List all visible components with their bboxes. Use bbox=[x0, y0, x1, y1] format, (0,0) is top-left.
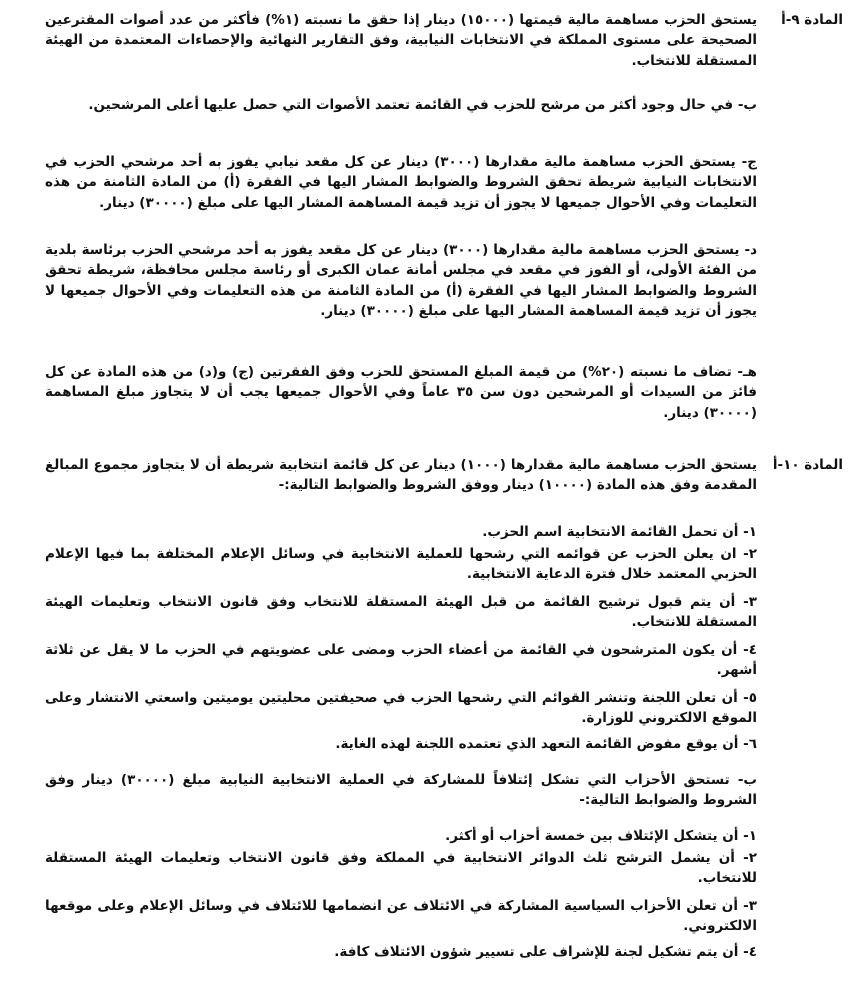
article-10-a-item-1: ١- أن تحمل القائمة الانتخابية اسم الحزب. bbox=[482, 524, 757, 540]
article-9-paragraph-d: د- يستحق الحزب مساهمة مالية مقدارها (٣٠٠٠) دينار عن كل مقعد يفوز به أحد مرشحي الحزب برئاسة بلدية من الفئة الأولى، أو الفوز في مقعد في مجلس أمانة عمان الكبرى أو رئاسة مجلس محافظة، شريطة تحقق الشروط والضوابط المشار اليها في الفقرة (أ) من المادة الثامنة من هذه التعليمات وفي الأحوال جميعها لا يجوز أن تزيد قيمة المساهمة المشار اليها على مبلغ (٣٠٠٠٠) دينار. bbox=[45, 242, 758, 319]
article-9-label: المادة ٩-أ bbox=[781, 12, 843, 28]
article-10-b-item-2: ٢- أن يشمل الترشح ثلث الدوائر الانتخابية في المملكة وفق قانون الانتخاب وتعليمات الهيئة المستقلة للانتخاب. bbox=[45, 850, 757, 887]
article-9-paragraph-c: ج- يستحق الحزب مساهمة مالية مقدارها (٣٠٠٠) دينار عن كل مقعد نيابي يفوز به أحد مرشحي الحزب في الانتخابات النيابية شريطة تحقق الشروط والضوابط المشار اليها في الفقرة (أ) من المادة الثامنة من هذه التعليمات وفي الأحوال جميعها لا يجوز أن تزيد قيمة المساهمة المشار اليها على مبلغ (٣٠٠٠٠) دينار. bbox=[45, 154, 757, 211]
article-10-b-item-4: ٤- أن يتم تشكيل لجنة للإشراف على تسيير شؤون الائتلاف كافة. bbox=[334, 944, 757, 960]
article-9-paragraph-a: يستحق الحزب مساهمة مالية قيمتها (١٥٠٠٠) دينار إذا حقق ما نسبته (١%) فأكثر من عدد أصوات المقترعين الصحيحة على مستوى المملكة في الانتخابات النيابية، وفق التقارير النهائية والإحصاءات المعتمدة من الهيئة المستقلة للانتخاب. bbox=[45, 12, 758, 69]
article-10-b-item-1: ١- أن يتشكل الإئتلاف بين خمسة أحزاب أو أكثر. bbox=[445, 828, 757, 844]
paragraph-marker: د- bbox=[744, 242, 758, 258]
article-10-b-item-3: ٣- أن تعلن الأحزاب السياسية المشاركة في الائتلاف عن انضمامها للائتلاف في وسائل الإعلام وعلى موقعها الالكتروني. bbox=[45, 898, 757, 935]
article-10-label: المادة ١٠-أ bbox=[772, 457, 843, 473]
article-10-a-item-3: ٣- أن يتم قبول ترشيح القائمة من قبل الهيئة المستقلة للانتخاب وفق قانون الانتخاب وتعليمات الهيئة المستقلة للانتخاب. bbox=[45, 594, 758, 631]
paragraph-marker: ب- bbox=[737, 772, 757, 788]
article-10-a-item-6: ٦- أن يوقع مفوض القائمة التعهد الذي تعتمده اللجنة لهذه الغاية. bbox=[335, 736, 757, 752]
article-10-paragraph-b: ب- تستحق الأحزاب التي تشكل إئتلافاً للمشاركة في العملية الانتخابية النيابية مبلغ (٣٠٠٠٠) دينار وفق الشروط والضوابط التالية:- bbox=[45, 772, 757, 809]
article-10-a-item-2: ٢- ان يعلن الحزب عن قوائمه التي رشحها للعملية الانتخابية في وسائل الإعلام المختلفة بما فيها الإعلام الحزبي المعتمد خلال فترة الدعاية الانتخابية. bbox=[45, 546, 757, 583]
paragraph-marker: ب- bbox=[737, 97, 757, 113]
article-9-paragraph-e: هـ- تضاف ما نسبته (٢٠%) من قيمة المبلغ المستحق للحزب وفق الفقرتين (ج) و(د) من هذه المادة عن كل فائز من السيدات أو المرشحين دون سن ٣٥ عاماً وفي الأحوال جميعها يجب أن لا يتجاوز مبلغ المساهمة (٣٠٠٠٠) دينار. bbox=[45, 364, 757, 421]
article-10-a-item-4: ٤- أن يكون المترشحون في القائمة من أعضاء الحزب ومضى على عضويتهم في الحزب ما لا يقل عن ثلاثة أشهر. bbox=[45, 642, 757, 679]
article-9-paragraph-b: ب- في حال وجود أكثر من مرشح للحزب في القائمة تعتمد الأصوات التي حصل عليها أعلى المرشحين. bbox=[88, 97, 757, 113]
article-10-a-item-5: ٥- أن تعلن اللجنة وتنشر القوائم التي رشحها الحزب في صحيفتين محليتين يوميتين واسعتي الانتشار وعلى الموقع الالكتروني للوزارة. bbox=[45, 690, 758, 727]
article-10-paragraph-a: يستحق الحزب مساهمة مالية مقدارها (١٠٠٠) دينار عن كل قائمة انتخابية شريطة أن لا يتجاوز مجموع المبالغ المقدمة وفق هذه المادة (١٠٠٠٠) دينار ووفق الشروط والضوابط التالية:- bbox=[45, 457, 757, 494]
paragraph-marker: ج- bbox=[741, 154, 757, 170]
paragraph-marker: هـ- bbox=[737, 364, 757, 380]
